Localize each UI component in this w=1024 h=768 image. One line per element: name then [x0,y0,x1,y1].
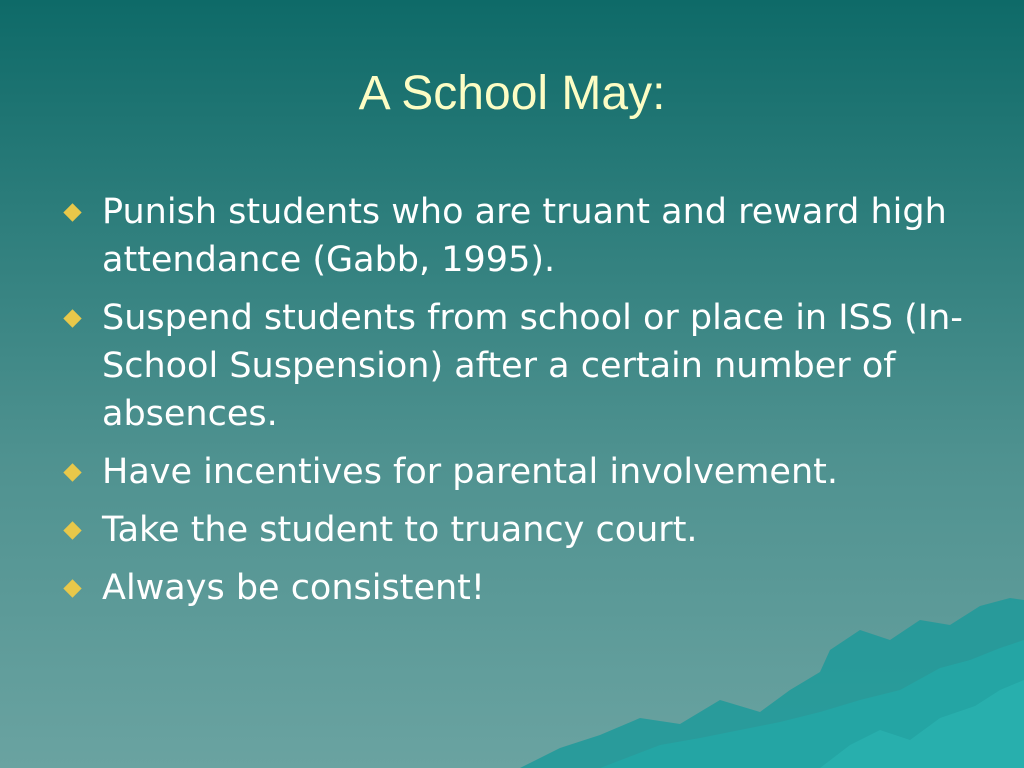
bullet-text: Take the student to truancy court. [102,510,698,550]
diamond-bullet-icon [63,309,81,327]
list-item [62,188,992,284]
bullet-text: Suspend students from school or place in ISS (In-School Suspension) after a certain number of absences. [102,298,963,434]
list-item [62,294,992,438]
diamond-bullet-icon [63,203,81,221]
list-item [62,448,992,496]
list-item [62,564,992,612]
list-item [62,506,992,554]
slide-title: A School May: [358,67,666,120]
diamond-bullet-icon [63,521,81,539]
bullet-text: Always be consistent! [102,568,485,608]
diamond-bullet-icon [63,579,81,597]
bullet-text: Have incentives for parental involvement. [102,452,838,492]
bullet-text: Punish students who are truant and reward high attendance (Gabb, 1995). [102,192,947,280]
bullet-list [62,188,992,622]
diamond-bullet-icon [63,463,81,481]
